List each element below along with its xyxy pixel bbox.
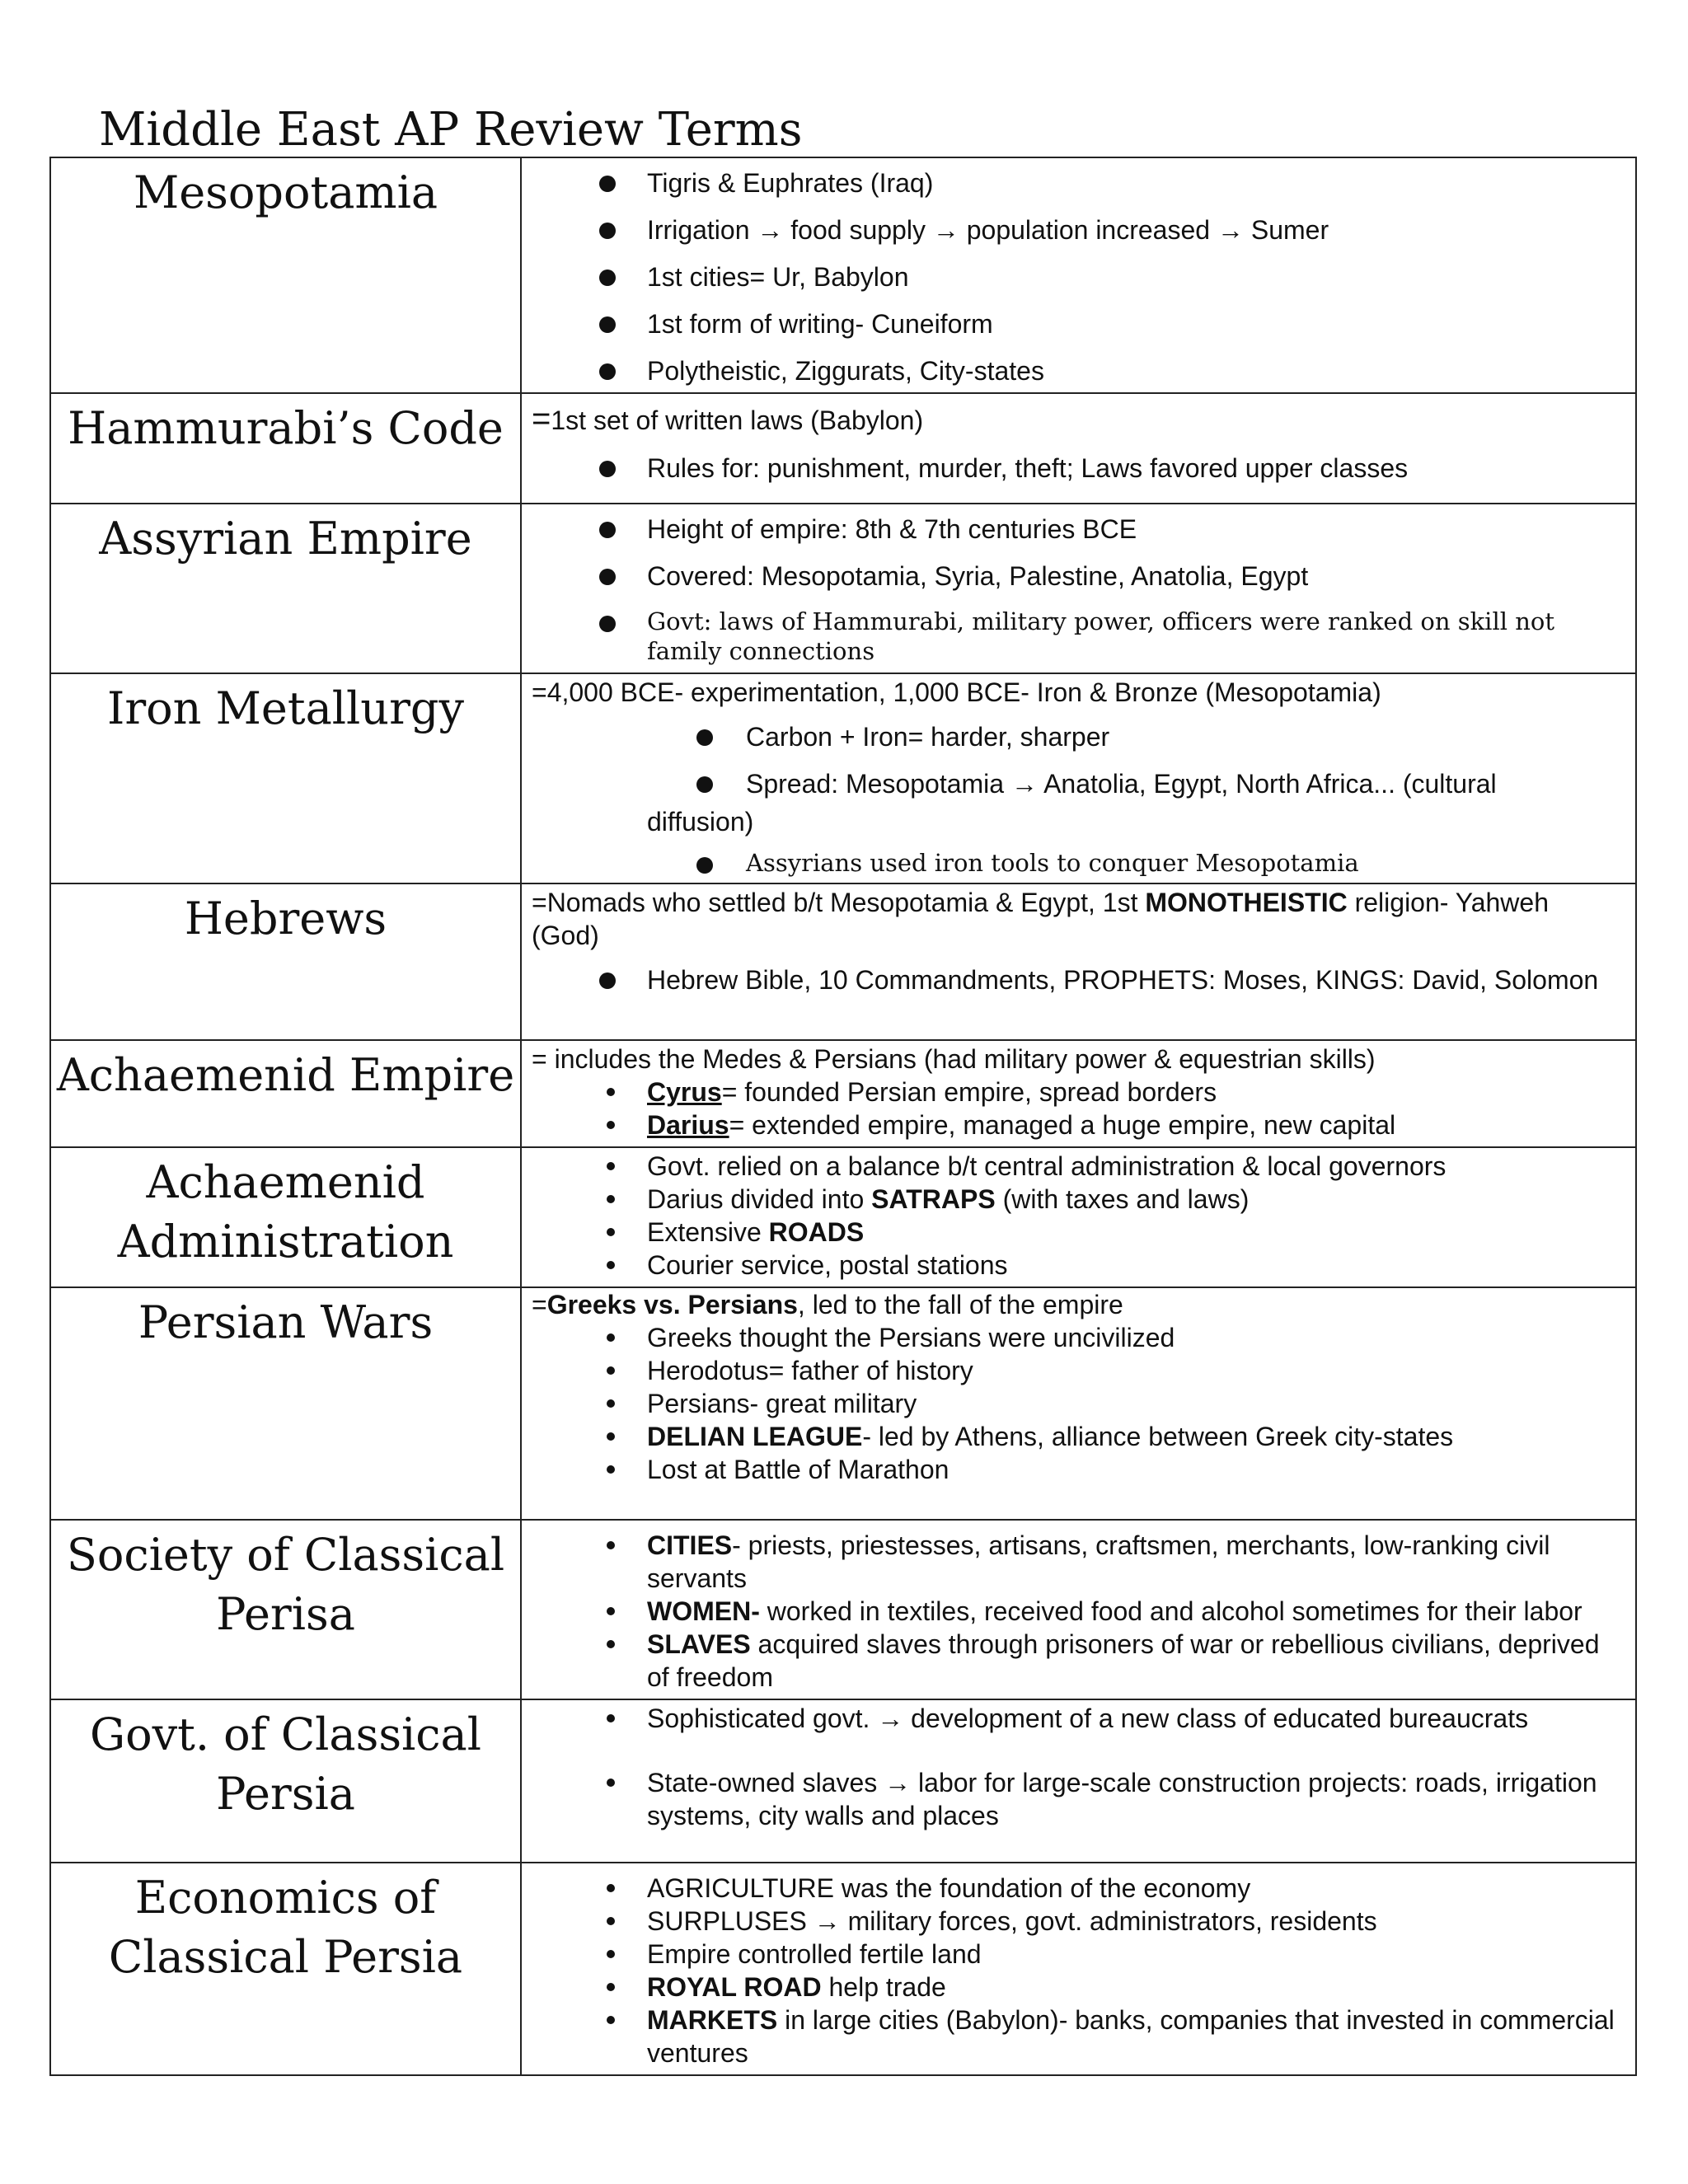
definition-cell <box>521 1040 1636 1147</box>
definition-intro: = includes the Medes & Persians (had military power & equestrian skills) <box>532 1044 1376 1074</box>
list-item: AGRICULTURE was the foundation of the economy <box>532 1872 1622 1905</box>
table-row <box>50 1040 1636 1147</box>
list-item: 1st cities= Ur, Babylon <box>532 260 1622 293</box>
list-item: DELIAN LEAGUE- led by Athens, alliance between Greek city-states <box>532 1420 1622 1453</box>
bullet-list <box>532 452 1622 485</box>
list-item: WOMEN- worked in textiles, received food and alcohol sometimes for their labor <box>532 1595 1622 1628</box>
list-item: Spread: Mesopotamia → Anatolia, Egypt, North Africa... (cultural <box>532 767 1622 800</box>
bullet-list <box>532 1529 1622 1694</box>
list-item: Herodotus= father of history <box>532 1354 1622 1387</box>
list-item: Hebrew Bible, 10 Commandments, PROPHETS: Moses, KINGS: David, Solomon <box>532 963 1622 996</box>
list-item: SLAVES acquired slaves through prisoners of war or rebellious civilians, deprived of freedom <box>532 1628 1622 1694</box>
definition-cell <box>521 1520 1636 1699</box>
bullet-list <box>532 1321 1622 1486</box>
list-item: Govt: laws of Hammurabi, military power, officers were ranked on skill not family connections <box>532 607 1622 666</box>
list-item: Sophisticated govt. → development of a new class of educated bureaucrats <box>532 1702 1622 1735</box>
bullet-list <box>532 1150 1622 1282</box>
list-item: Rules for: punishment, murder, theft; Laws favored upper classes <box>532 452 1622 485</box>
list-item: Covered: Mesopotamia, Syria, Palestine, Anatolia, Egypt <box>532 560 1622 593</box>
list-item: SURPLUSES → military forces, govt. administrators, residents <box>532 1905 1622 1938</box>
term-cell: Iron Metallurgy <box>50 673 521 883</box>
table-row <box>50 157 1636 393</box>
table-row <box>50 673 1636 883</box>
bullet-list <box>532 1076 1622 1141</box>
term-cell: Society of Classical Perisa <box>50 1520 521 1699</box>
definition-intro: =1st set of written laws (Babylon) <box>532 401 924 437</box>
bullet-list <box>532 1702 1622 1832</box>
table-row <box>50 1520 1636 1699</box>
list-item: Darius divided into SATRAPS (with taxes and laws) <box>532 1183 1622 1216</box>
list-item: ROYAL ROAD help trade <box>532 1971 1622 2004</box>
list-item: Assyrians used iron tools to conquer Mesopotamia <box>532 848 1622 878</box>
definition-cell <box>521 1863 1636 2075</box>
list-item: Courier service, postal stations <box>532 1249 1622 1282</box>
table-row <box>50 1147 1636 1287</box>
list-item: Govt. relied on a balance b/t central administration & local governors <box>532 1150 1622 1183</box>
definition-intro: =Nomads who settled b/t Mesopotamia & Egypt, 1st MONOTHEISTIC religion- Yahweh (God) <box>532 888 1549 950</box>
definition-cell <box>521 393 1636 504</box>
table-row <box>50 393 1636 504</box>
table-row <box>50 504 1636 673</box>
definition-cell <box>521 883 1636 1040</box>
bullet-list <box>532 720 1622 800</box>
definition-cell <box>521 157 1636 393</box>
list-item: Height of empire: 8th & 7th centuries BCE <box>532 513 1622 546</box>
term-cell: Achaemenid Empire <box>50 1040 521 1147</box>
term-cell: Achaemenid Administration <box>50 1147 521 1287</box>
list-item: Persians- great military <box>532 1387 1622 1420</box>
bullet-list <box>532 166 1622 387</box>
terms-table <box>49 157 1637 2076</box>
list-item: MARKETS in large cities (Babylon)- banks, companies that invested in commercial ventures <box>532 2004 1622 2069</box>
list-item: 1st form of writing- Cuneiform <box>532 307 1622 340</box>
list-item: Greeks thought the Persians were uncivilized <box>532 1321 1622 1354</box>
definition-cell <box>521 1147 1636 1287</box>
term-cell: Hebrews <box>50 883 521 1040</box>
list-item: State-owned slaves → labor for large-scale construction projects: roads, irrigation systems, city walls and places <box>532 1766 1622 1832</box>
list-item: Carbon + Iron= harder, sharper <box>532 720 1622 753</box>
wrapped-text: diffusion) <box>647 807 754 837</box>
bullet-list <box>532 513 1622 666</box>
definition-intro: =4,000 BCE- experimentation, 1,000 BCE- Iron & Bronze (Mesopotamia) <box>532 677 1381 707</box>
bullet-list <box>532 1872 1622 2069</box>
definition-intro: =Greeks vs. Persians, led to the fall of the empire <box>532 1290 1123 1319</box>
table-row <box>50 1863 1636 2075</box>
definition-cell <box>521 1287 1636 1520</box>
list-item: Empire controlled fertile land <box>532 1938 1622 1971</box>
table-row <box>50 1699 1636 1863</box>
list-item: Tigris & Euphrates (Iraq) <box>532 166 1622 199</box>
list-item: Darius= extended empire, managed a huge empire, new capital <box>532 1108 1622 1141</box>
list-item: Extensive ROADS <box>532 1216 1622 1249</box>
table-row <box>50 883 1636 1040</box>
term-cell: Persian Wars <box>50 1287 521 1520</box>
definition-cell <box>521 1699 1636 1863</box>
term-cell: Govt. of Classical Persia <box>50 1699 521 1863</box>
list-item: Cyrus= founded Persian empire, spread borders <box>532 1076 1622 1108</box>
definition-cell <box>521 504 1636 673</box>
list-item: Lost at Battle of Marathon <box>532 1453 1622 1486</box>
term-cell: Assyrian Empire <box>50 504 521 673</box>
list-item: CITIES- priests, priestesses, artisans, craftsmen, merchants, low-ranking civil servants <box>532 1529 1622 1595</box>
table-row <box>50 1287 1636 1520</box>
term-cell: Economics of Classical Persia <box>50 1863 521 2075</box>
bullet-list <box>532 963 1622 996</box>
term-cell: Hammurabi’s Code <box>50 393 521 504</box>
term-cell: Mesopotamia <box>50 157 521 393</box>
bullet-list <box>532 848 1622 878</box>
definition-cell <box>521 673 1636 883</box>
page-title: Middle East AP Review Terms <box>99 103 803 157</box>
list-item: Irrigation → food supply → population increased → Sumer <box>532 213 1622 246</box>
list-item: Polytheistic, Ziggurats, City-states <box>532 354 1622 387</box>
